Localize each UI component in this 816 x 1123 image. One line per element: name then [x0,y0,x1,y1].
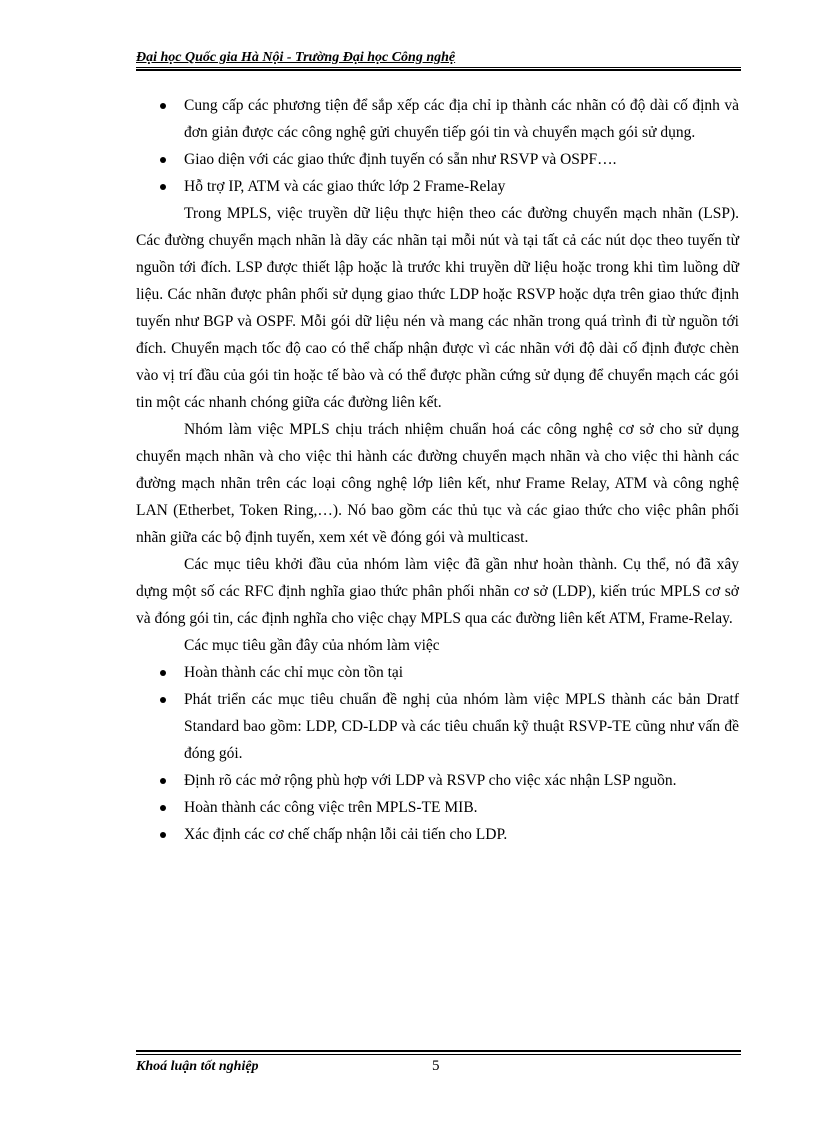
header-rule-top [136,67,741,68]
paragraph: Các mục tiêu khởi đầu của nhóm làm việc đã gần như hoàn thành. Cụ thể, nó đã xây dựng một số các RFC định nghĩa giao thức phân phối nhãn cơ sở (LDP), kiến trúc MPLS cơ sở và đóng gói tin, các định nghĩa cho việc chạy MPLS qua các đường liên kết ATM, Frame-Relay. [136,556,739,627]
footer-label: Khoá luận tốt nghiệp [136,1059,259,1074]
list-item [136,659,739,686]
list-item-text: Hoàn thành các công việc trên MPLS-TE MIB. [184,799,478,816]
list-item [136,146,739,173]
list-item [136,92,739,146]
list-item [136,173,739,200]
page-number: 5 [432,1058,440,1074]
list-item [136,821,739,848]
page-header [136,50,741,66]
bullet-icon [160,103,166,109]
list-item-text: Hỗ trợ IP, ATM và các giao thức lớp 2 Frame-Relay [184,178,506,195]
list-item-text: Phát triển các mục tiêu chuẩn đề nghị của nhóm làm việc MPLS thành các bản Dratf Standard bao gồm: LDP, CD-LDP và các tiêu chuẩn kỹ thuật RSVP-TE cũng như vấn đề đóng gói. [184,691,739,762]
list-item [136,686,739,767]
paragraph: Nhóm làm việc MPLS chịu trách nhiệm chuẩn hoá các công nghệ cơ sở cho sử dụng chuyển mạch nhãn và cho việc thi hành các đường chuyển mạch nhãn và cho việc thi hành các đường mạch nhãn trên các loại công nghệ lớp liên kết, như Frame Relay, ATM và công nghệ LAN (Etherbet, Token Ring,…). Nó bao gồm các thủ tục và các giao thức cho việc phân phối nhãn giữa các bộ định tuyến, xem xét về đóng gói và multicast. [136,421,739,546]
bullet-icon [160,184,166,190]
goals-intro: Các mục tiêu gần đây của nhóm làm việc [184,637,440,654]
header-title: Đại học Quốc gia Hà Nội - Trường Đại học Công nghệ [136,50,456,65]
bullet-icon [160,805,166,811]
footer-rule-bottom [136,1054,741,1055]
header-rule-bottom [136,69,741,71]
bullet-icon [160,697,166,703]
list-item [136,767,739,794]
bullet-icon [160,832,166,838]
list-item-text: Định rõ các mở rộng phù hợp với LDP và RSVP cho việc xác nhận LSP nguồn. [184,772,677,789]
bullet-icon [160,670,166,676]
list-item-text: Hoàn thành các chỉ mục còn tồn tại [184,664,404,681]
list-item-text: Giao diện với các giao thức định tuyến có sẵn như RSVP và OSPF…. [184,151,617,168]
list-item-text: Xác định các cơ chế chấp nhận lỗi cải tiến cho LDP. [184,826,508,843]
document-body [136,92,739,848]
bullet-icon [160,778,166,784]
footer-rule-top [136,1050,741,1052]
paragraph: Trong MPLS, việc truyền dữ liệu thực hiện theo các đường chuyển mạch nhãn (LSP). Các đường chuyển mạch nhãn là dãy các nhãn tại mỗi nút và tại tất cả các nút dọc theo tuyến từ nguồn tới đích. LSP được thiết lập hoặc là trước khi truyền dữ liệu hoặc trong khi tìm luồng dữ liệu. Các nhãn được phân phối sử dụng giao thức LDP hoặc RSVP hoặc dựa trên giao thức định tuyến như BGP và OSPF. Mỗi gói dữ liệu nén và mang các nhãn trong quá trình đi từ nguồn tới đích. Chuyển mạch tốc độ cao có thể chấp nhận được vì các nhãn với độ dài cố định được chèn vào vị trí đầu của gói tin hoặc tế bào và có thể được phần cứng sử dụng để chuyển mạch các gói tin một các nhanh chóng giữa các đường liên kết. [136,205,739,411]
list-item [136,794,739,821]
bullet-icon [160,157,166,163]
list-item-text: Cung cấp các phương tiện để sắp xếp các địa chỉ ip thành các nhãn có độ dài cố định và đơn giản được các công nghệ gửi chuyển tiếp gói tin và chuyển mạch gói sử dụng. [184,97,739,141]
